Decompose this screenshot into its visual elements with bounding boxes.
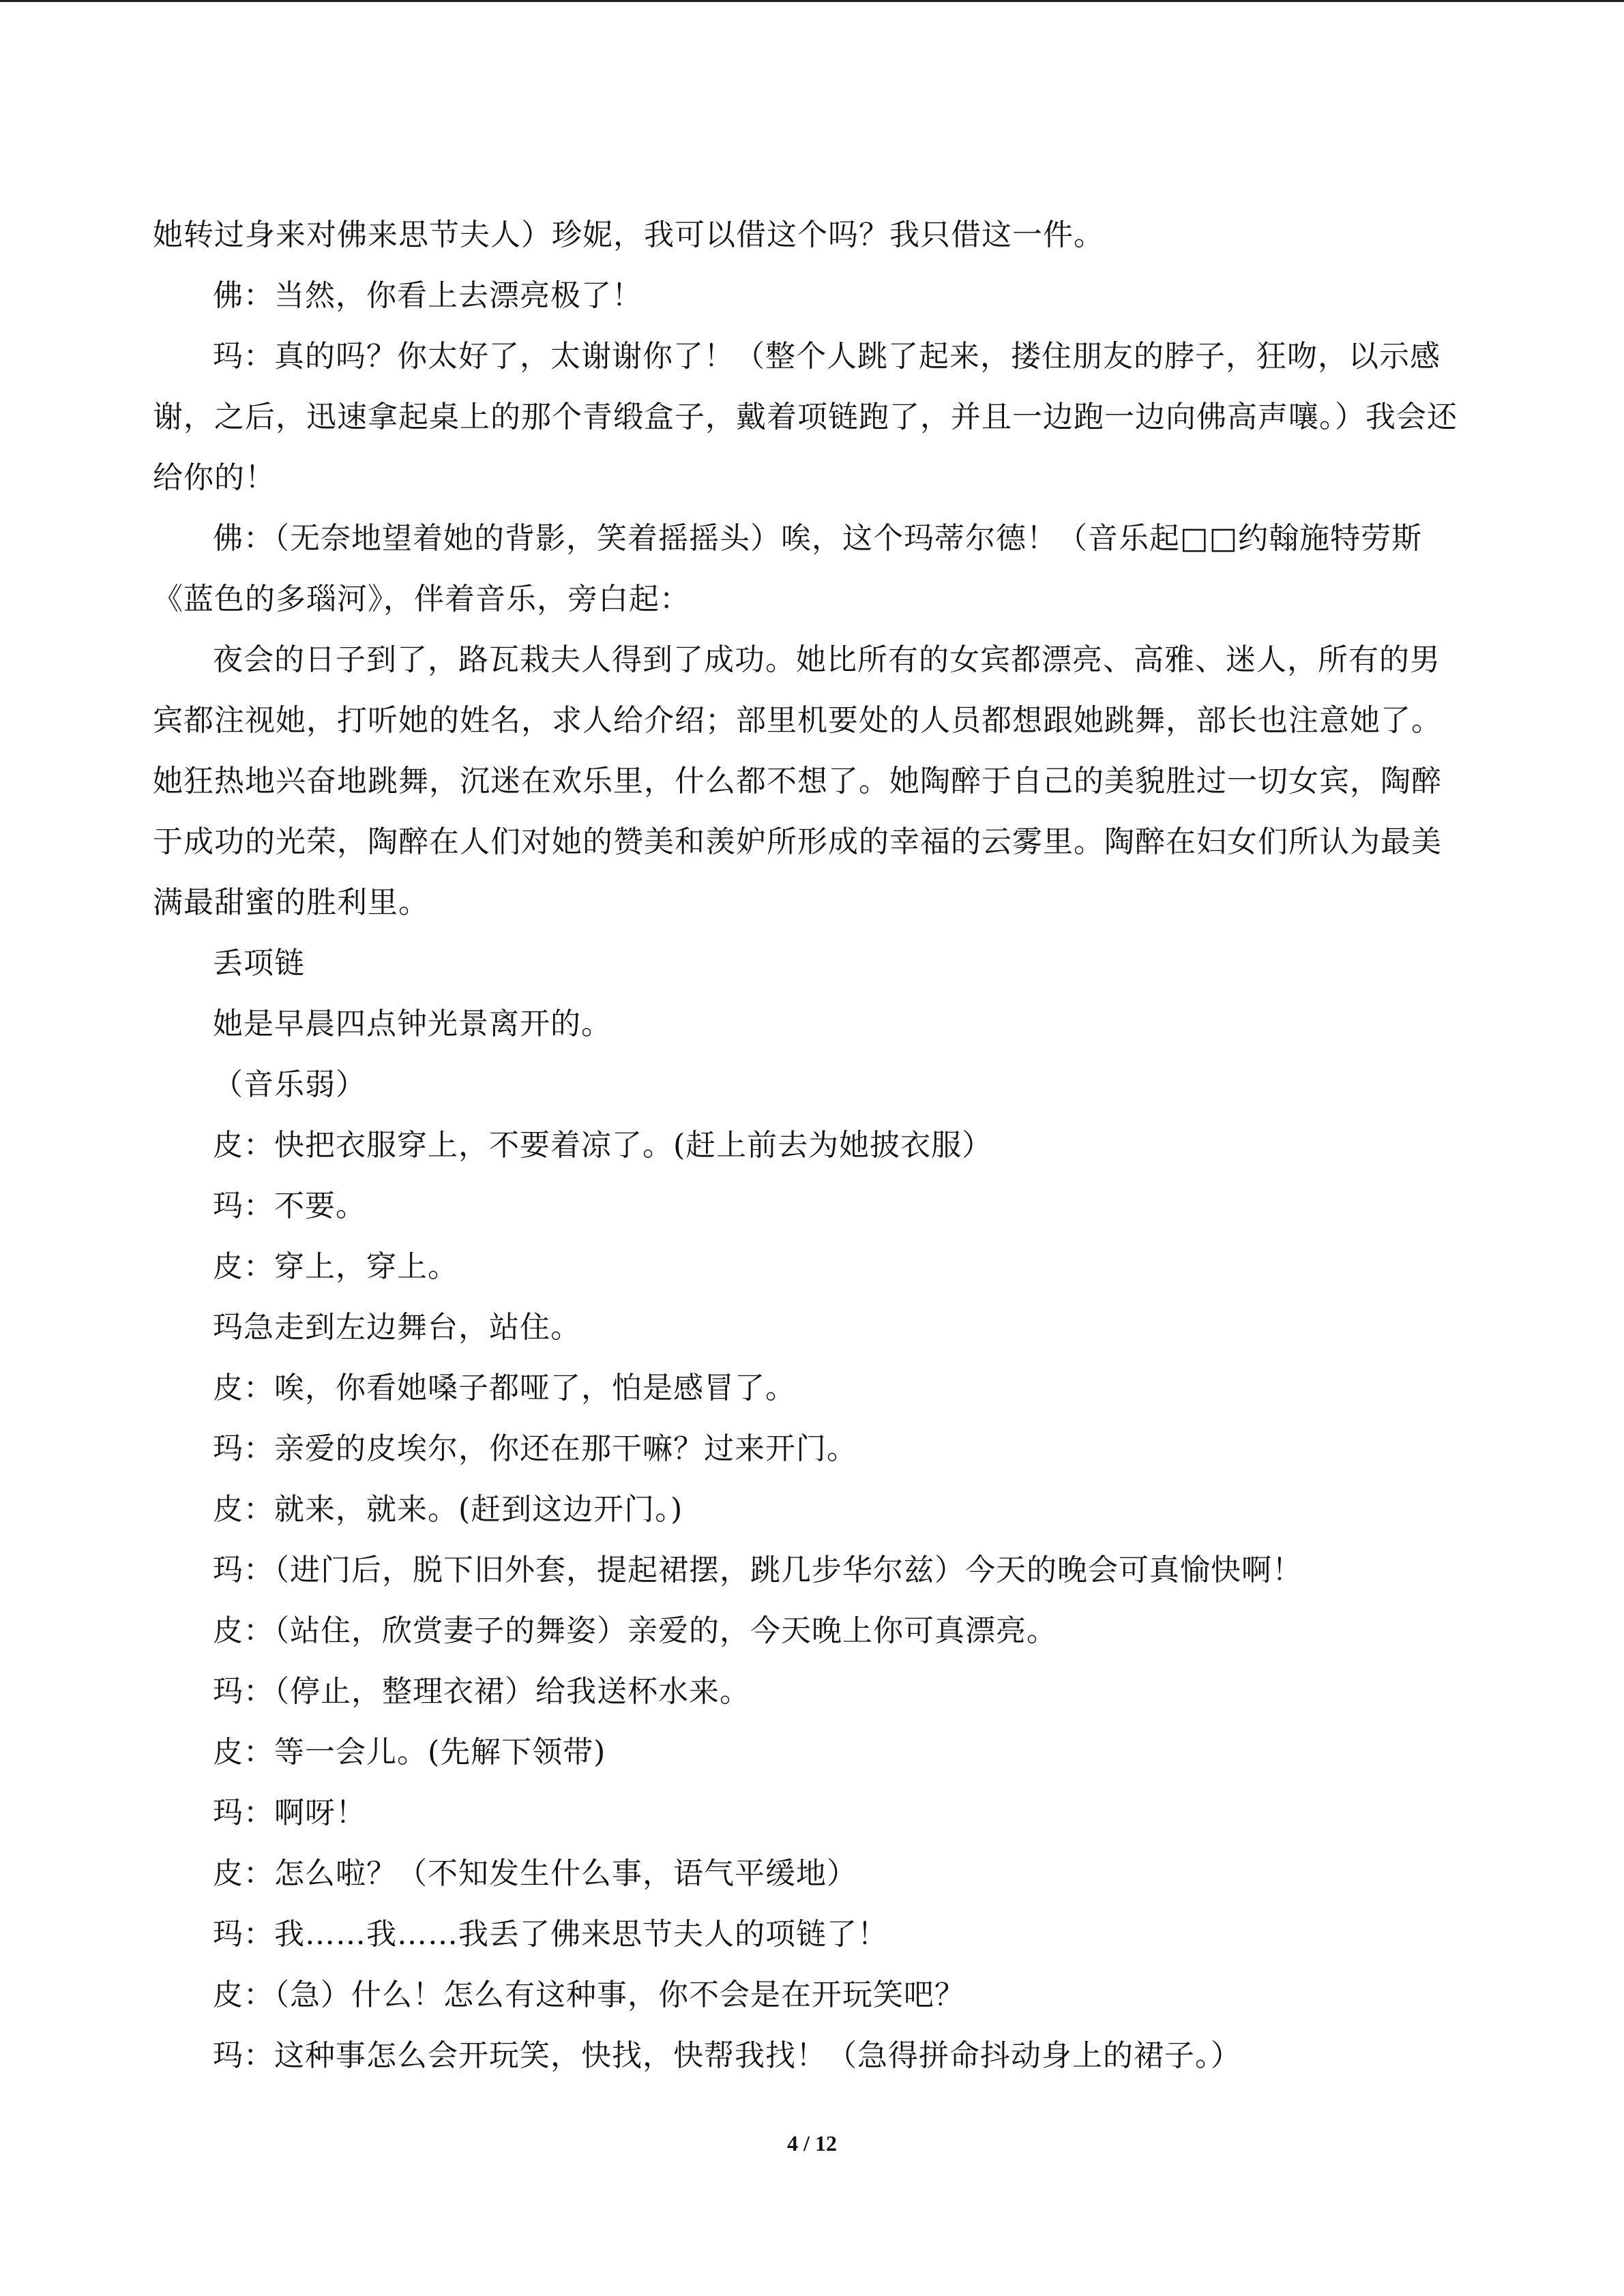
dialogue-line: 玛：这种事怎么会开玩笑，快找，快帮我找！（急得拼命抖动身上的裙子。） xyxy=(213,2038,1241,2073)
narration-line: 她是早晨四点钟光景离开的。 xyxy=(213,1007,612,1041)
scene-heading: 丢项链 xyxy=(213,946,305,981)
stage-direction: 玛急走到左边舞台，站住。 xyxy=(213,1310,581,1345)
paragraph-continuation: 她转过身来对佛来思节夫人）珍妮，我可以借这个吗？我只借这一件。 xyxy=(153,218,1104,252)
dialogue-line: 玛：啊呀！ xyxy=(213,1795,366,1830)
dialogue-line: 皮：就来，就来。(赶到这边开门。) xyxy=(213,1492,683,1527)
dialogue-line: 佛：（无奈地望着她的背影，笑着摇摇头）唉，这个玛蒂尔德！（音乐起□□约翰施特劳斯《蓝色的多瑙河》，伴着音乐，旁白起： xyxy=(153,521,1423,616)
dialogue-line: 玛：（停止，整理衣裙）给我送杯水来。 xyxy=(213,1674,750,1709)
dialogue-line: 玛：（进门后，脱下旧外套，提起裙摆，跳几步华尔兹）今天的晚会可真愉快啊！ xyxy=(213,1553,1303,1587)
narration-paragraph: 夜会的日子到了，路瓦栽夫人得到了成功。她比所有的女宾都漂亮、高雅、迷人，所有的男宾都注视她，打听她的姓名，求人给介绍；部里机要处的人员都想跟她跳舞，部长也注意她了。她狂热地兴奋地跳舞，沉迷在欢乐里，什么都不想了。她陶醉于自己的美貌胜过一切女宾，陶醉于成功的光荣，陶醉在人们对她的赞美和羡妒所形成的幸福的云雾里。陶醉在妇女们所认为最美满最甜蜜的胜利里。 xyxy=(153,642,1442,920)
dialogue-line: 玛：我……我……我丢了佛来思节夫人的项链了！ xyxy=(213,1917,888,1952)
dialogue-line: 皮：怎么啦？（不知发生什么事，语气平缓地） xyxy=(213,1856,857,1891)
dialogue-line: 皮：等一会儿。(先解下领带) xyxy=(213,1735,606,1770)
dialogue-line: 皮：穿上，穿上。 xyxy=(213,1249,458,1284)
dialogue-line: 玛：不要。 xyxy=(213,1189,366,1223)
dialogue-line: 皮：唉，你看她嗓子都哑了，怕是感冒了。 xyxy=(213,1371,796,1405)
dialogue-line: 玛：亲爱的皮埃尔，你还在那干嘛？过来开门。 xyxy=(213,1431,857,1466)
dialogue-line: 佛：当然，你看上去漂亮极了！ xyxy=(213,278,643,313)
dialogue-line: 皮：（急）什么！怎么有这种事，你不会是在开玩笑吧？ xyxy=(213,1978,965,2012)
stage-direction: （音乐弱） xyxy=(213,1067,366,1102)
top-border-rule xyxy=(0,0,1624,2)
dialogue-line: 皮：（站住，欣赏妻子的舞姿）亲爱的，今天晚上你可真漂亮。 xyxy=(213,1613,1057,1648)
page-number: 4 / 12 xyxy=(787,2131,837,2156)
dialogue-line: 皮：快把衣服穿上，不要着凉了。(赶上前去为她披衣服） xyxy=(213,1128,993,1163)
dialogue-line: 玛：真的吗？你太好了，太谢谢你了！（整个人跳了起来，搂住朋友的脖子，狂吻，以示感谢，之后，迅速拿起桌上的那个青缎盒子，戴着项链跑了，并且一边跑一边向佛高声嚷。）我会还给你的！ xyxy=(153,339,1458,495)
document-page xyxy=(153,205,1469,2086)
